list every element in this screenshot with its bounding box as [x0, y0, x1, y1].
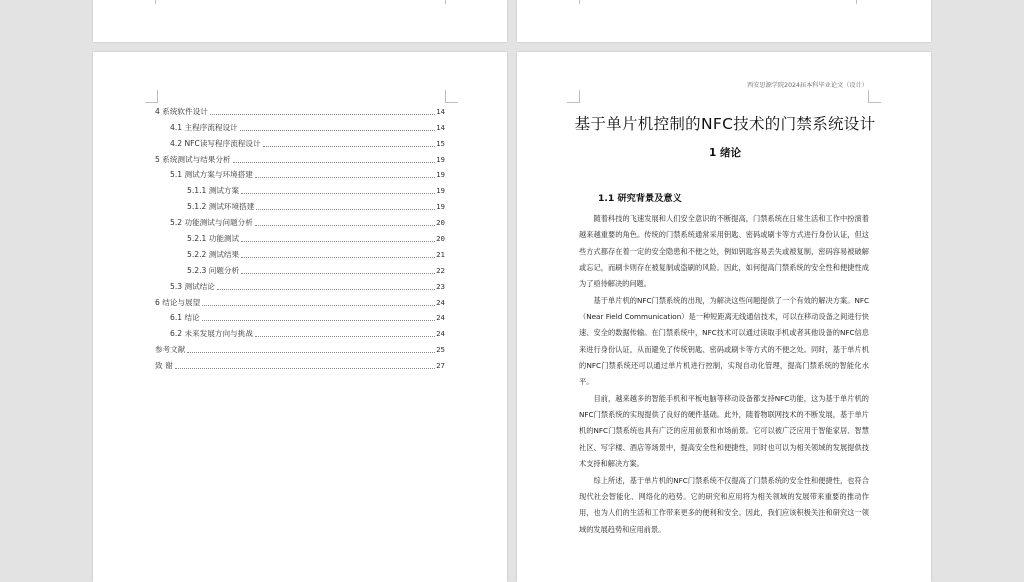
page-top-right [517, 0, 931, 42]
section-heading: 1.1 研究背景及意义 [598, 193, 682, 204]
toc-entry-page: 19 [436, 154, 445, 164]
toc-entry[interactable] [155, 323, 445, 339]
toc-entry-title: 5.1 测试方案与环境搭建 [170, 170, 253, 180]
margin-corner-mark [567, 0, 580, 4]
toc-entry[interactable] [155, 276, 445, 292]
toc-entry-page: 14 [436, 106, 445, 116]
toc-entry-title: 6.2 未来发展方向与挑战 [170, 329, 253, 339]
dot-leader [241, 257, 435, 258]
toc-entry[interactable] [155, 212, 445, 228]
dot-leader [255, 177, 435, 178]
margin-corner-mark [856, 0, 869, 4]
thesis-title: 基于单片机控制的NFC技术的门禁系统设计 [574, 115, 876, 133]
dot-leader [241, 193, 435, 194]
dot-leader [202, 320, 435, 321]
toc-entry-title: 5.3 测试结论 [170, 281, 215, 291]
toc-entry-page: 24 [436, 329, 445, 339]
toc-entry[interactable] [155, 165, 445, 181]
dot-leader [241, 241, 435, 242]
toc-entry[interactable] [155, 260, 445, 276]
running-header: 西安思源学院2024届本科毕业论文（设计） [747, 82, 868, 89]
margin-corner-mark [143, 0, 156, 4]
margin-corner-mark [445, 0, 458, 4]
toc-entry-page: 27 [436, 361, 445, 371]
toc-entry[interactable] [155, 117, 445, 133]
dot-leader [240, 130, 435, 131]
dot-leader [233, 162, 436, 163]
toc-entry-page: 23 [436, 281, 445, 291]
toc-entry[interactable] [155, 228, 445, 244]
toc-entry-title: 参考文献 [155, 345, 186, 355]
dot-leader [202, 305, 435, 306]
toc-entry[interactable] [155, 355, 445, 371]
paragraph: 随着科技的飞速发展和人们安全意识的不断提高，门禁系统在日常生活和工作中扮演着越来越重要的角色。传统的门禁系统通常采用钥匙、密码或刷卡等方式进行身份认证，但这些方式都存在着一定的安全隐患和不便之处，例如钥匙容易丢失或被复制，密码容易被破解或忘记，而刷卡则存在被复制或盗刷的风险。因此，如何提高门禁系统的安全性和便捷性成为了亟待解决的问题。 [579, 214, 869, 289]
toc-entry-title: 5.2.2 测试结果 [187, 249, 240, 259]
toc-entry-page: 20 [436, 234, 445, 244]
toc-entry-page: 19 [436, 202, 445, 212]
toc-entry-page: 14 [436, 122, 445, 132]
toc-entry[interactable] [155, 149, 445, 165]
dot-leader [256, 209, 435, 210]
toc-entry-page: 21 [436, 249, 445, 259]
toc-entry-title: 5.2.3 问题分析 [187, 265, 240, 275]
toc-entry-title: 4.1 主程序流程设计 [170, 122, 238, 132]
toc-entry-page: 24 [436, 313, 445, 323]
dot-leader [187, 352, 435, 353]
toc-entry-page: 15 [436, 138, 445, 148]
toc-entry-title: 致 谢 [155, 361, 173, 371]
toc-entry-title: 6 结论与展望 [155, 297, 201, 307]
toc-entry-page: 24 [436, 297, 445, 307]
dot-leader [255, 225, 435, 226]
margin-corner-mark [567, 90, 580, 103]
dot-leader [210, 114, 435, 115]
toc-entry[interactable] [155, 133, 445, 149]
toc-entry[interactable] [155, 196, 445, 212]
chapter-heading: 1 绪论 [709, 147, 741, 159]
page-top-left [93, 0, 507, 42]
table-of-contents [155, 101, 445, 371]
paragraph: 综上所述，基于单片机的NFC门禁系统不仅提高了门禁系统的安全性和便捷性，也符合现代社会智能化、网络化的趋势。它的研究和应用将为相关领域的发展带来重要的推动作用，也为人们的生活和工作带来更多的便利和安全。因此，我们应该积极关注和研究这一领域的发展趋势和应用前景。 [579, 475, 869, 534]
margin-corner-mark [868, 90, 881, 103]
dot-leader [255, 336, 435, 337]
toc-entry[interactable] [155, 292, 445, 308]
dot-leader [217, 289, 435, 290]
dot-leader [241, 273, 435, 274]
toc-entry[interactable] [155, 180, 445, 196]
paragraph: 基于单片机的NFC门禁系统的出现，为解决这些问题提供了一个有效的解决方案。NFC（Near Field Communication）是一种短距离无线通信技术，可以在移动设备之间进行快速、安全的数据传输。在门禁系统中，NFC技术可以通过读取手机或者其他设备的NFC信息来进行身份认证，从而避免了传统钥匙、密码或刷卡等方式的不便之处。同时，基于单片机的NFC门禁系统还可以通过单片机进行控制，实现自动化管理，提高门禁系统的智能化水平。 [579, 295, 869, 387]
toc-entry-page: 22 [436, 265, 445, 275]
toc-entry-page: 20 [436, 218, 445, 228]
toc-entry-title: 5 系统测试与结果分析 [155, 154, 231, 164]
toc-entry[interactable] [155, 339, 445, 355]
toc-entry-title: 5.1.2 测试环境搭建 [187, 202, 255, 212]
dot-leader [263, 146, 436, 147]
toc-entry[interactable] [155, 308, 445, 324]
paragraph: 目前，越来越多的智能手机和平板电脑等移动设备都支持NFC功能，这为基于单片机的NFC门禁系统的实现提供了良好的硬件基础。此外，随着物联网技术的不断发展，基于单片机的NFC门禁系统也具有广泛的应用前景和市场前景。它可以被广泛应用于智能家居、智慧社区、写字楼、酒店等场景中，提高安全性和便捷性，同时也可以为相关领域的发展提供技术支持和解决方案。 [579, 393, 869, 469]
toc-entry[interactable] [155, 244, 445, 260]
toc-entry-page: 19 [436, 186, 445, 196]
toc-entry[interactable] [155, 101, 445, 117]
toc-entry-title: 5.1.1 测试方案 [187, 186, 240, 196]
body-text [579, 211, 869, 538]
toc-entry-title: 6.1 结论 [170, 313, 200, 323]
toc-entry-title: 4 系统软件设计 [155, 106, 208, 116]
margin-corner-mark [445, 90, 458, 103]
toc-entry-page: 19 [436, 170, 445, 180]
dot-leader [175, 368, 435, 369]
toc-entry-title: 5.2 功能测试与问题分析 [170, 218, 253, 228]
toc-entry-title: 4.2 NFC读写程序流程设计 [170, 138, 261, 148]
toc-entry-page: 25 [436, 345, 445, 355]
toc-entry-title: 5.2.1 功能测试 [187, 234, 240, 244]
